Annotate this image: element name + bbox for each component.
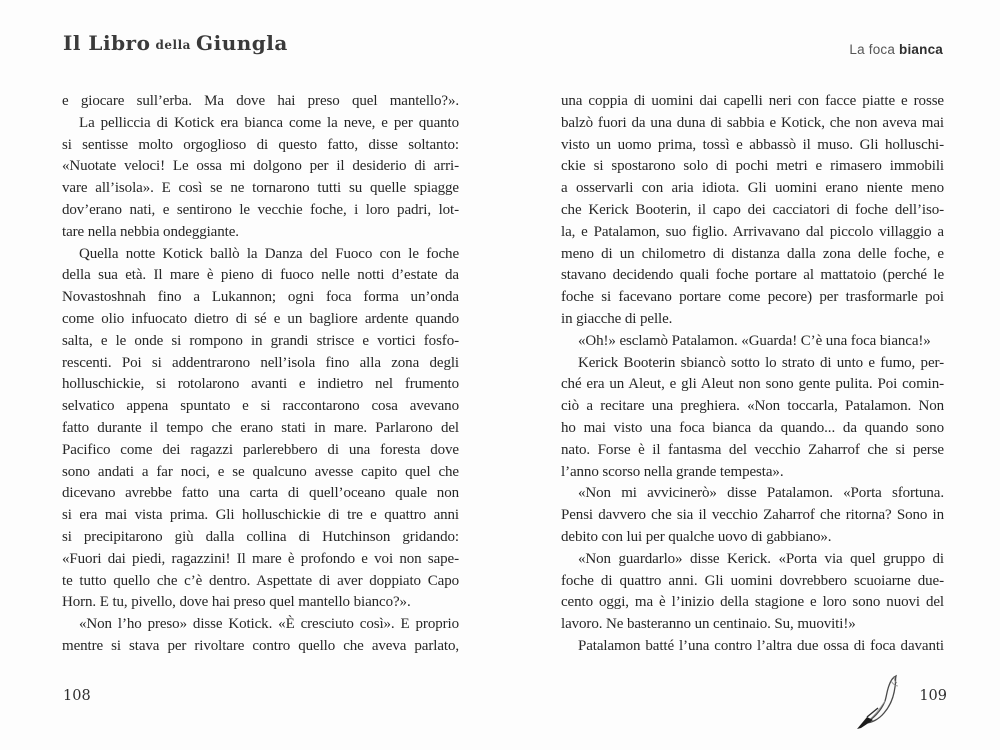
text-line: una coppia di uomini dai capelli neri con facce piatte e rosse [561,93,944,109]
text-line: ché era un Aleut, e gli Aleut non sono gente pulita. Poi comin- [561,376,944,393]
book-title-header [63,28,288,61]
text-line: selvatico appena spuntato e si raccontarono cosa avevano [62,398,459,415]
text-line: Horn. E tu, pivello, dove hai preso quel mantello bianco?». [62,594,411,611]
text-line: te tutto quello che c’è dentro. Aspettate di aver doppiato Capo [62,572,459,589]
paragraph [62,91,459,113]
text-line: sono andati a far noci, e se qualcuno avesse capito quel che [62,463,459,480]
text-line: tare nella nebbia ondeggiante. [62,223,239,240]
page-number-right: 109 [919,688,947,704]
text-line: la, e Patalamon, suo figlio. Arrivavano dal piccolo villaggio a [561,223,944,240]
book-title-part: Il Libro [63,31,151,55]
chapter-title-bold: bianca [899,42,943,57]
text-line: dov’erano nati, e sentirono le vecchie foche, i loro padri, lot- [62,201,459,218]
right-page-text [561,91,944,658]
text-line: meno di un chilometro di distanza dalla zona delle foche, e [561,245,944,262]
paragraph [561,353,944,484]
text-line: rescenti. Poi si addentrarono nell’isola fino alla zona degli [62,354,459,371]
text-line: a osservarli con aria idiota. Gli uomini erano niente meno [561,180,944,197]
text-line: «Fuori dai piedi, ragazzini! Il mare è profondo e voi non sape- [62,550,459,567]
text-line: fatto durante il tempo che erano stati in mare. Parlarono del [62,419,459,436]
text-line: Patalamon batté l’una contro l’altra due ossa di foca davanti [578,637,944,654]
text-line: Pensi davvero che sia il vecchio Zaharrof che ritorna? Sono in [561,507,944,524]
text-line: debito con lui per qualche uovo di gabbiano». [561,528,832,545]
text-line: «Nuotate veloci! Le ossa mi dolgono per il desiderio di arri- [62,158,459,175]
text-line: ho mai visto una foca bianca da quando... da quando sono [561,419,944,436]
paragraph [561,636,944,658]
text-line: visto un uomo prima, tossì e abbassò il muso. Gli holluschi- [561,136,944,153]
text-line: salta, e le onde si rompono in grandi strisce e vortici fosfo- [62,332,459,349]
chapter-title-light: La foca [849,42,900,57]
paragraph [62,614,459,658]
text-line: che Kerick Booterin, il capo dei cacciatori di foche dell’iso- [561,201,944,218]
text-line: Pacifico come dei ragazzi parlerebbero di una foresta dove [62,441,459,458]
text-line: foche si facevano portare come pecore) per trasformarle poi [561,289,944,306]
left-page-text [62,91,459,658]
chapter-title-header [849,42,943,57]
text-line: «Oh!» esclamò Patalamon. «Guarda! C’è una foca bianca!» [578,332,931,349]
text-line: balzò fuori da una duna di sabbia e Kotick, che non aveva mai [561,114,944,131]
text-line: l’anno scorso nella grande tempesta». [561,463,784,480]
text-line: ciò a recitare una preghiera. «Non toccarla, Patalamon. Non [561,398,944,415]
text-line: cento oggi, ma è l’inizio della stagione e loro sono nuovi del [561,594,944,611]
text-line: La pelliccia di Kotick era bianca come la neve, e per quanto [79,114,459,131]
text-line: nato. Forse è il fantasma del vecchio Zaharrof che si perse [561,441,944,458]
text-line: in giacche di pelle. [561,310,673,327]
text-line: Quella notte Kotick ballò la Danza del Fuoco con le foche [79,245,459,262]
text-line: «Non mi avvicinerò» disse Patalamon. «Porta sfortuna. [578,485,944,502]
paragraph [62,244,459,615]
text-line: Kerick Booterin sbiancò sotto lo strato di unto e fumo, per- [578,354,944,371]
text-line: della sua età. Il mare è pieno di fuoco nelle notti d’estate da [62,267,459,284]
text-line: Novastoshnah fino a Lukannon; ogni foca forma un’onda [62,289,459,306]
text-line: mentre si stava per rivoltare contro quello che aveva parlato, [62,637,459,654]
text-line: si precipitarono giù dalla collina di Hutchinson gridando: [62,528,459,545]
paragraph [561,331,944,353]
text-line: stavano decidendo quali foche portare al mattatoio (perché le [561,267,944,284]
page-number-left: 108 [63,688,91,704]
book-title-part: della [155,38,191,52]
paragraph [561,549,944,636]
text-line: «Non l’ho preso» disse Kotick. «È cresciuto così». E proprio [79,616,459,633]
text-line: lavoro. Ne basteranno un centinaio. Su, muoviti!» [561,616,856,633]
paragraph [561,483,944,548]
text-line: «Non guardarlo» disse Kerick. «Porta via quel gruppo di [578,550,944,567]
text-line: si sentisse molto orgoglioso di questo fatto, disse soltanto: [62,136,459,153]
text-line: ckie si spostarono solo di pochi metri e rimasero immobili [561,158,944,175]
text-line: holluschickie, si rotolarono avanti e indietro nel frumento [62,376,459,393]
text-line: si era mai vista prima. Gli holluschickie di tre e quattro anni [62,507,459,524]
text-line: come olio infuocato dietro di sé e un bagliore ardente quando [62,310,459,327]
book-title-part: Giungla [196,31,288,55]
paragraph [62,113,459,244]
text-line: vare all’isola». E così se ne tornarono tutti su quelle spiagge [62,180,459,197]
quill-icon [851,671,911,735]
text-line: e giocare sull’erba. Ma dove hai preso quel mantello?». [62,93,459,109]
text-line: dicevano avrebbe fatto una carta di quell’oceano quale non [62,485,459,502]
text-line: foche di quattro anni. Gli uomini dovrebbero scuoiarne due- [561,572,944,589]
paragraph [561,91,944,331]
